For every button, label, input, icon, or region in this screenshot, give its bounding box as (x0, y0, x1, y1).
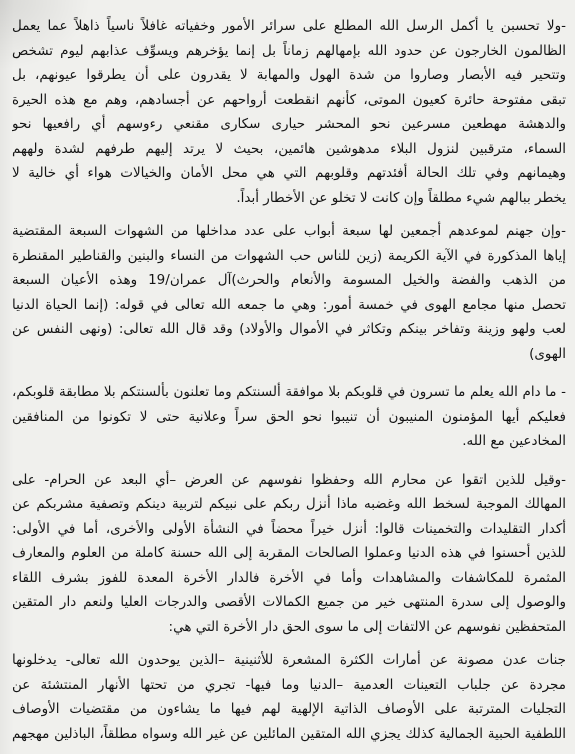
text-line: مجردة عن جلباب التعينات العدمية –الدنيا وما فيها- تجري من تحتها الأنهار المنتشئة عن (12, 676, 566, 693)
text-line: تحصل منها مجامع الهوى في خمسة أمور: وهي ما جمعه الله تعالى في قوله: (إنما الحياة الدنيا (12, 296, 566, 313)
text-line: من الذهب والفضة والخيل المسومة والأنعام والحرث)آل عمران/19 وهذه الأعيان السبعة (12, 272, 566, 288)
text-line: الهوى) (529, 345, 566, 362)
text-line: -وقيل للذين اتقوا عن محارم الله وحفظوا نفوسهم عن العرض –أي البعد عن الحرام- على (12, 471, 566, 488)
text-line: -وإن جهنم لموعدهم أجمعين لها سبعة أبواب على عدد مداخلها من الشهوات السبعة المقتضية (12, 223, 566, 239)
text-line: جنات عدن مصونة عن أمارات الكثرة المشعرة للأثنينية –الذين يوحدون الله تعالى- يدخلونها (12, 652, 566, 668)
paragraph-5 (12, 648, 566, 746)
text-line: لعب ولهو وزينة وتفاخر بينكم وتكاثر في الأموال والأولاد) وقد قال الله تعالى: (ونهى النفس عن (12, 321, 566, 337)
text-line: إياها المذكورة في الآية الكريمة (زين للناس حب الشهوات من النساء والبنين والقناطير المقنطرة (12, 247, 566, 264)
text-line: الظالمون الخارجون عن حدود الله بإمهالهم زماناً بل إنما يؤخرهم ويسوِّف عذابهم ليوم تشخص (12, 42, 566, 59)
text-line: والدهشة مهطعين مسرعين نحو المحشر حيارى سكارى مقنعي رءوسهم أي رافعيها نحو (12, 116, 566, 132)
paragraph-4 (12, 468, 566, 640)
text-line: السماء، مترقبين لنزول البلاء مدهوشين هائمين، بحيث لا يرتد إليهم طرفهم لشدة ولههم (12, 140, 566, 157)
paragraph-3 (12, 380, 566, 454)
paragraph-1 (12, 14, 566, 210)
text-line: - ما دام الله يعلم ما تسرون في قلوبكم بلا موافقة ألسنتكم وما تعلنون بألسنتكم بلا مطابقة قلوبكم، (12, 384, 566, 400)
text-line: المخادعين مع الله. (462, 433, 566, 449)
text-line: وهيمانهم وفي تلك الحالة أفئدتهم وقلوبهم التي هي محل الأمان والخيالات هواء أي خالية لا (12, 165, 566, 181)
text-line: والوصول إلى سدرة المنتهى خير من جميع الكمالات الأقصى والدرجات العليا ولنعم دار المتقين (12, 594, 566, 610)
text-line: يخطر ببالهم شيء مطلقاً وإن كانت لا تخلو عن الأخطار أبداً. (236, 189, 566, 206)
text-line: تبقى مفتوحة حائرة كعيون الموتى، كأنهم انقطعت أرواحهم عن أجسادهم، وهم مع هذه الحيرة (12, 91, 566, 108)
text-line: المثمرة للمكاشفات والمشاهدات وأما في الأخرة فالدار الأخرة المعدة للفوز بشرف اللقاء (12, 569, 566, 586)
text-line: التجليات المترتبة على الأوصاف الذاتية الإلهية لهم فيها ما يشاءون من مقتضيات الأوصاف (12, 701, 566, 717)
text-line: وتتحير فيه الأبصار وصاروا من شدة الهول والمهابة لا يقدرون على أن يطرقوا عيونهم، بل (12, 67, 566, 83)
text-line: اللطفية الحبية الجمالية كذلك يجزي الله المتقين المائلين عن غير الله وسواه مطلقاً، الباذلين مهجهم (12, 725, 566, 742)
text-line: للذين أحسنوا في هذه الدنيا وعملوا الصالحات المقربة إلى الله حسنة كاملة من العلوم والمعارف (12, 545, 566, 561)
text-line: أكدار التقليدات والتخمينات قالوا: أنزل خيراً محضاً في النشأة الأولى والأخرى، أما في الأولى: (12, 520, 566, 537)
text-line: فعليكم أيها المؤمنون المنيبون أن تنيبوا نحو الحق سراً وعلانية حتى لا تكونوا من المنافقين (12, 408, 566, 425)
text-line: المهالك الموجبة لسخط الله وغضبه ماذا أنزل ربكم على نبيكم لتربية دينكم وتصفية مشربكم عن (12, 496, 566, 512)
text-line: المتحفظين نفوسهم عن الالتفات إلى ما سوى الحق دار الأخرة التي هي: (168, 618, 566, 635)
paragraph-2 (12, 219, 566, 366)
text-line: -ولا تحسبن يا أكمل الرسل الله المطلع على سرائر الأمور وخفياته غافلاً ناسياً ذاهلاً عما يعمل (12, 18, 566, 34)
